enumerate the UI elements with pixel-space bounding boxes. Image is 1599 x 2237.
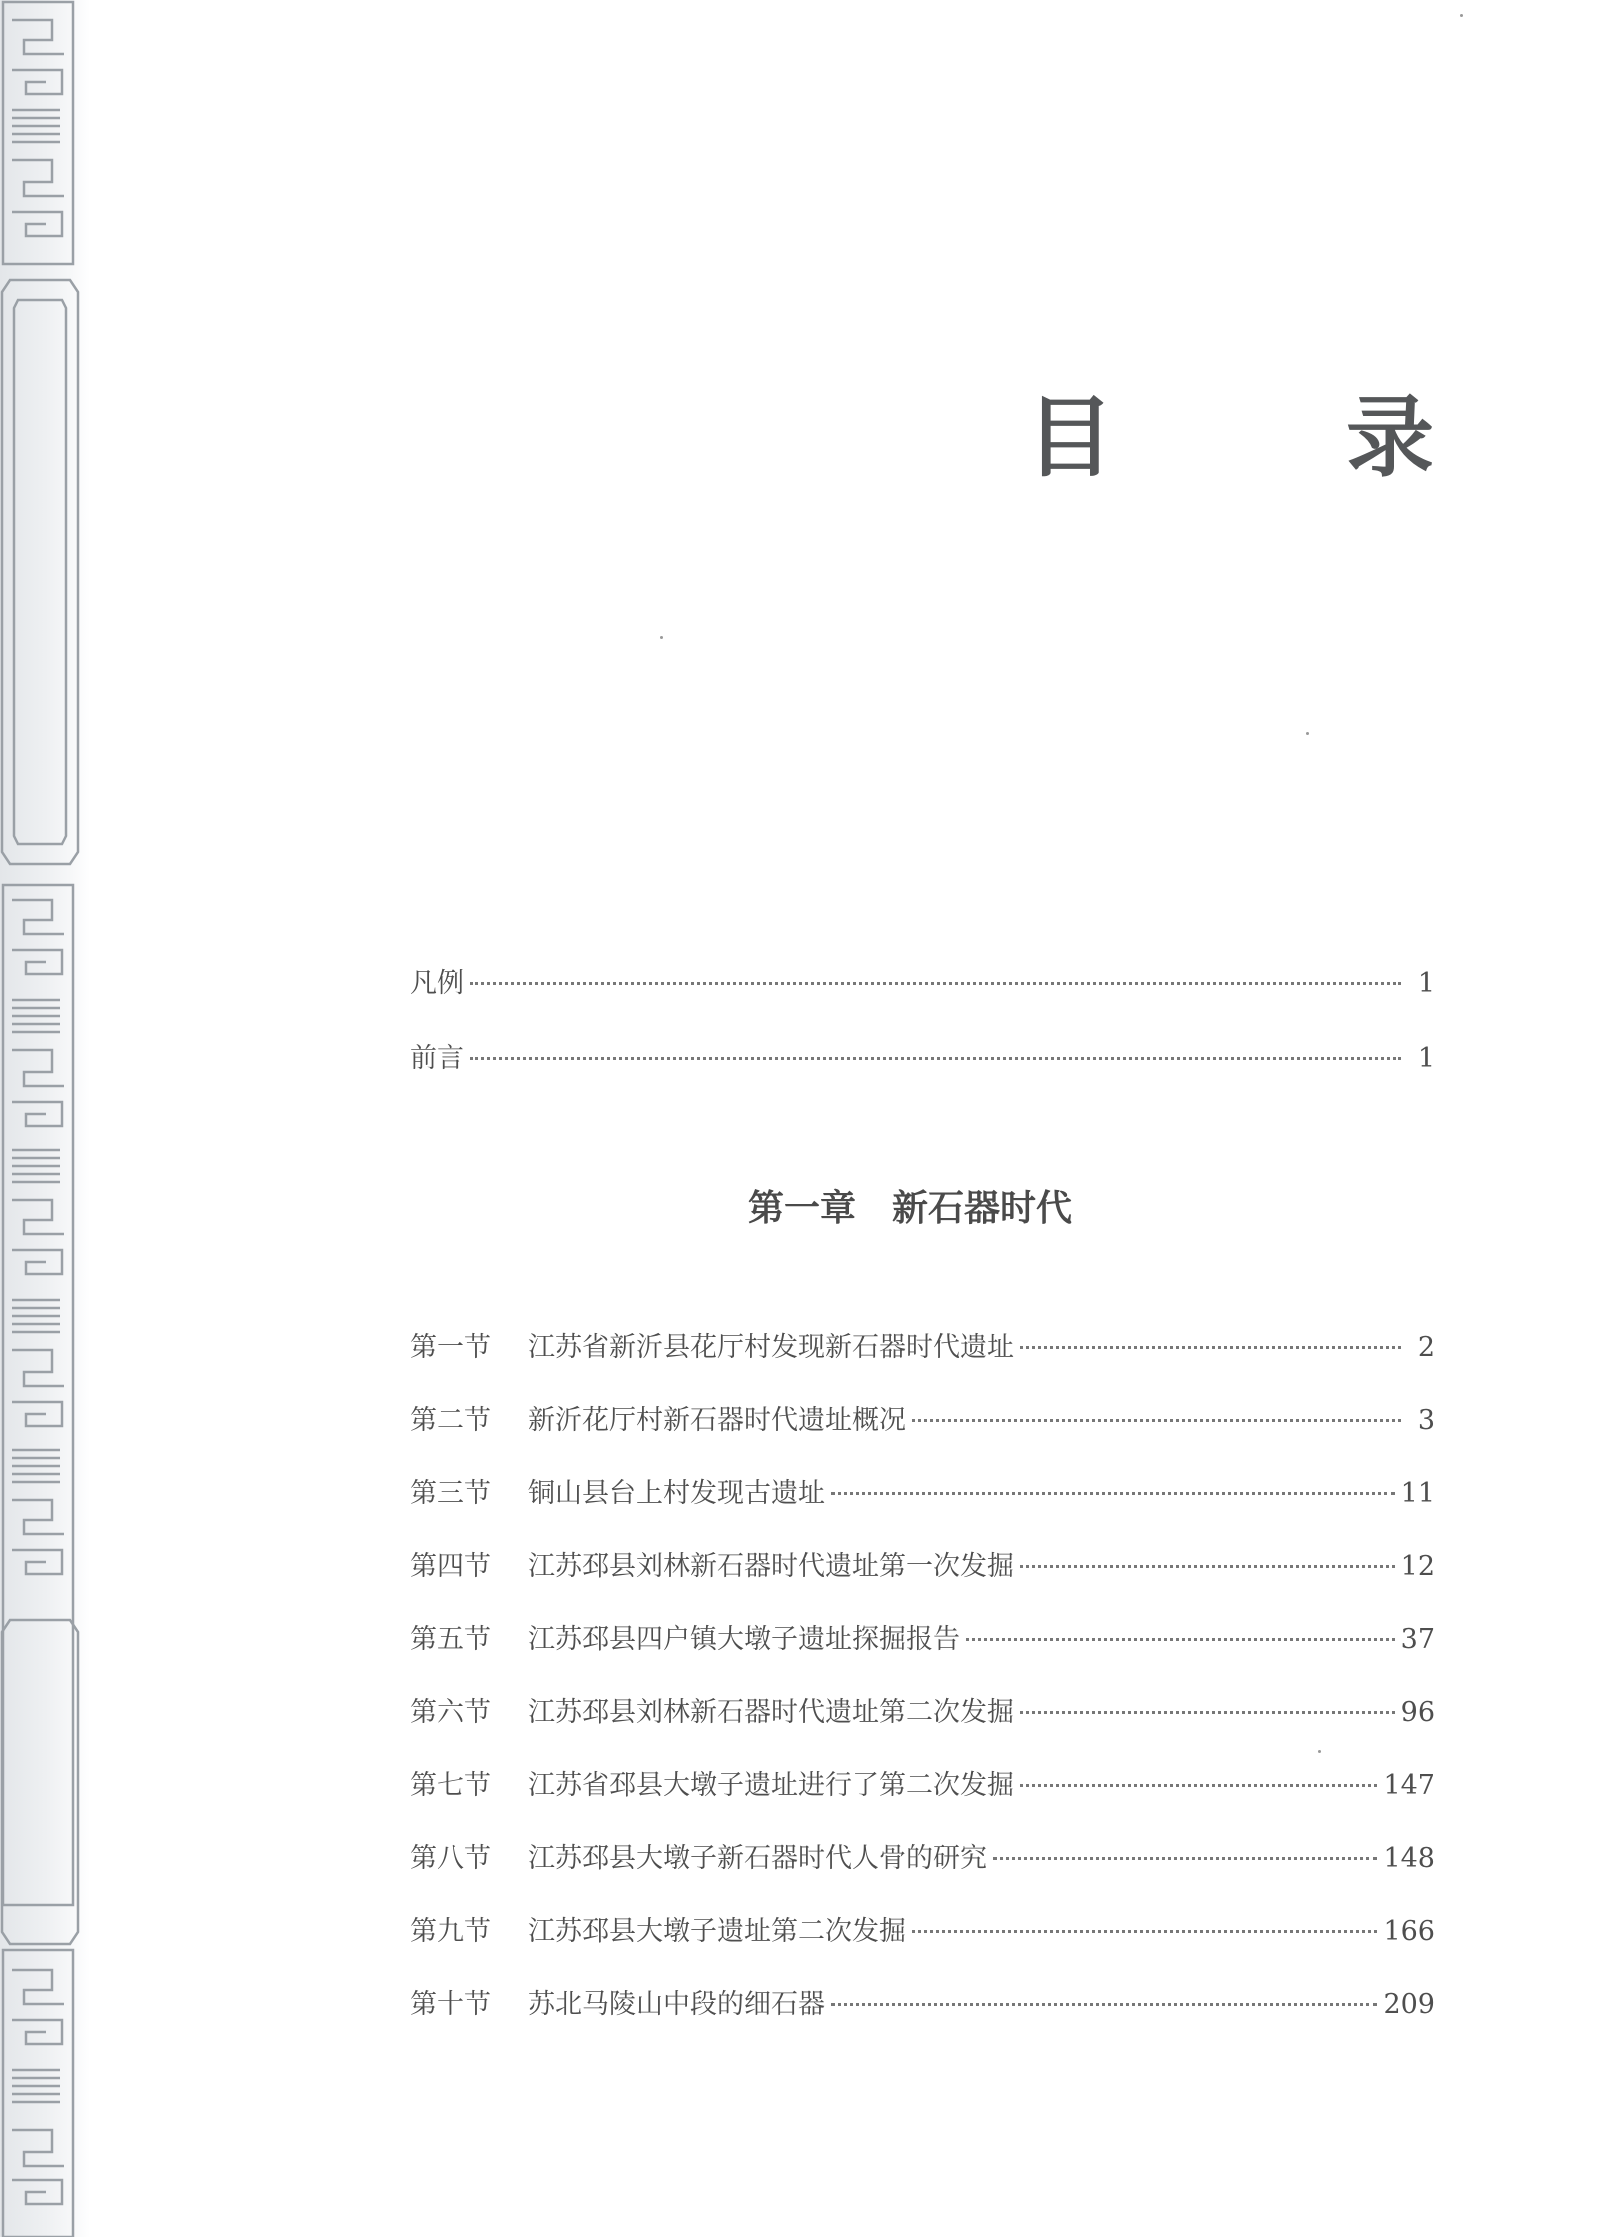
toc-entry-section-8[interactable] [410,1836,1435,1876]
dot-leader [1020,1711,1395,1714]
page-title: 目 录 [1025,386,1506,489]
toc-entry-title: 铜山县台上村发现古遗址 [528,1478,825,1509]
toc-entry-section-3[interactable] [410,1471,1435,1511]
scan-speck [1306,732,1309,735]
dot-leader [1020,1565,1395,1568]
dot-leader [470,982,1401,985]
toc-entry-label: 第六节 [410,1697,491,1728]
toc-entry-page: 96 [1400,1697,1435,1728]
dot-leader [912,1419,1401,1422]
toc-entry-section-9[interactable] [410,1909,1435,1949]
toc-entry-section-1[interactable] [410,1325,1435,1365]
toc-entry-title: 江苏邳县刘林新石器时代遗址第一次发掘 [528,1551,1014,1582]
dot-leader [1020,1346,1401,1349]
toc-entry-title: 江苏省邳县大墩子遗址进行了第二次发掘 [528,1770,1014,1801]
chapter-number: 第一章 [748,1187,857,1229]
toc-entry-front-matter-1[interactable] [410,961,1435,1001]
toc-entry-page: 2 [1417,1332,1435,1363]
toc-entry-label: 第七节 [410,1770,491,1801]
toc-entry-title: 江苏邳县大墩子遗址第二次发掘 [528,1916,906,1947]
toc-entry-section-5[interactable] [410,1617,1435,1657]
decorative-border [0,0,90,2237]
toc-entry-page: 1 [1417,968,1435,999]
toc-entry-title: 江苏邳县四户镇大墩子遗址探掘报告 [528,1624,960,1655]
toc-entry-page: 37 [1400,1624,1435,1655]
chapter-title: 新石器时代 [892,1187,1073,1229]
toc-entry-title: 江苏邳县大墩子新石器时代人骨的研究 [528,1843,987,1874]
toc-entry-section-4[interactable] [410,1544,1435,1584]
toc-entry-section-7[interactable] [410,1763,1435,1803]
toc-entry-label: 第九节 [410,1916,491,1947]
toc-entry-page: 12 [1400,1551,1435,1582]
toc-entry-page: 209 [1383,1989,1435,2020]
toc-entry-title: 凡例 [410,968,464,999]
toc-entry-title: 苏北马陵山中段的细石器 [528,1989,825,2020]
toc-entry-page: 3 [1417,1405,1435,1436]
toc-entry-label: 第二节 [410,1405,491,1436]
toc-entry-title: 江苏省新沂县花厅村发现新石器时代遗址 [528,1332,1014,1363]
toc-entry-label: 第三节 [410,1478,491,1509]
toc-entry-label: 第一节 [410,1332,491,1363]
toc-entry-page: 148 [1383,1843,1435,1874]
toc-entry-page: 166 [1383,1916,1435,1947]
toc-entry-title: 前言 [410,1043,464,1074]
dot-leader [1020,1784,1377,1787]
toc-entry-front-matter-2[interactable] [410,1036,1435,1076]
dot-leader [470,1057,1401,1060]
toc-entry-label: 第四节 [410,1551,491,1582]
dot-leader [966,1638,1395,1641]
dot-leader [993,1857,1377,1860]
toc-entry-page: 11 [1400,1478,1435,1509]
scan-speck [1318,1750,1321,1753]
toc-entry-title: 江苏邳县刘林新石器时代遗址第二次发掘 [528,1697,1014,1728]
chapter-heading [748,1180,1072,1231]
scan-speck [1460,14,1463,17]
scan-speck [660,636,663,639]
toc-entry-section-10[interactable] [410,1982,1435,2022]
toc-entry-title: 新沂花厅村新石器时代遗址概况 [528,1405,906,1436]
toc-entry-label: 第十节 [410,1989,491,2020]
toc-entry-label: 第八节 [410,1843,491,1874]
toc-entry-section-6[interactable] [410,1690,1435,1730]
toc-entry-section-2[interactable] [410,1398,1435,1438]
meander-pattern-icon [0,0,90,2237]
dot-leader [831,1492,1395,1495]
dot-leader [912,1930,1377,1933]
toc-entry-page: 1 [1417,1043,1435,1074]
dot-leader [831,2003,1377,2006]
toc-entry-label: 第五节 [410,1624,491,1655]
toc-entry-page: 147 [1383,1770,1435,1801]
